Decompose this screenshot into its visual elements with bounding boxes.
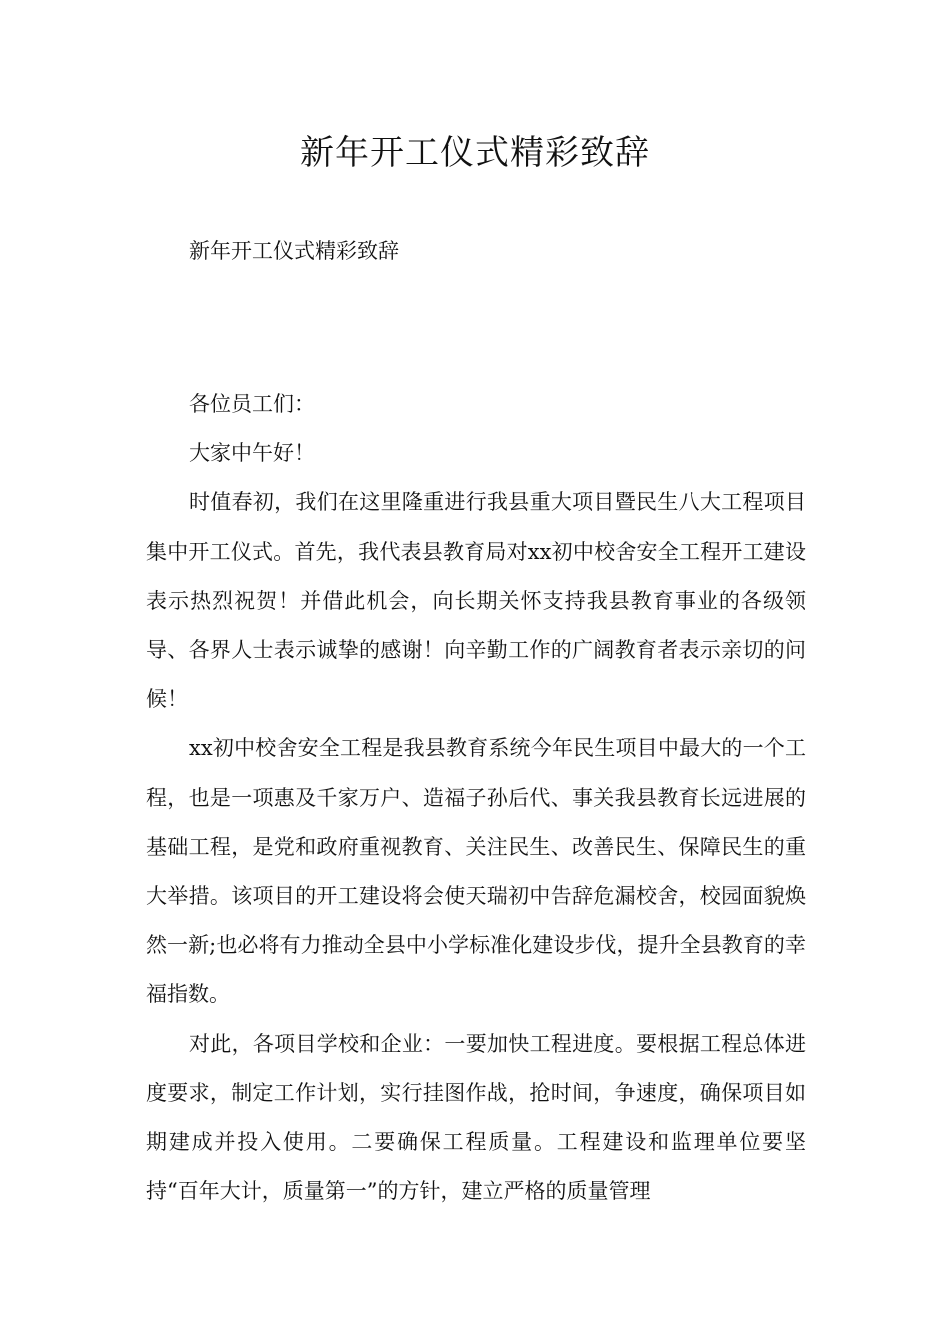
document-title: 新年开工仪式精彩致辞 bbox=[300, 133, 650, 173]
greeting-paragraph: 大家中午好！ bbox=[189, 441, 315, 466]
document-body bbox=[146, 380, 806, 1216]
salutation-paragraph: 各位员工们： bbox=[189, 392, 315, 416]
body-paragraph: 对此，各项目学校和企业：一要加快工程进度。要根据工程总体进度要求，制定工作计划，实行挂图作战，抢时间，争速度，确保项目如期建成并投入使用。二要确保工程质量。工程建设和监理单位要坚持“百年大计，质量第一”的方针，建立严格的质量管理 bbox=[146, 1031, 806, 1204]
body-paragraph: xx初中校舍安全工程是我县教育系统今年民生项目中最大的一个工程，也是一项惠及千家万户、造福子孙后代、事关我县教育长远进展的基础工程，是党和政府重视教育、关注民生、改善民生、保障民生的重大举措。该项目的开工建设将会使天瑞初中告辞危漏校舍，校园面貌焕然一新;也必将有力推动全县中小学标准化建设步伐，提升全县教育的幸福指数。 bbox=[146, 736, 806, 1007]
body-paragraph: 时值春初，我们在这里隆重进行我县重大项目暨民生八大工程项目集中开工仪式。首先，我代表县教育局对xx初中校舍安全工程开工建设表示热烈祝贺！并借此机会，向长期关怀支持我县教育事业的各级领导、各界人士表示诚挚的感谢！向辛勤工作的广阔教育者表示亲切的问候！ bbox=[146, 490, 806, 712]
document-subtitle: 新年开工仪式精彩致辞 bbox=[189, 239, 399, 263]
